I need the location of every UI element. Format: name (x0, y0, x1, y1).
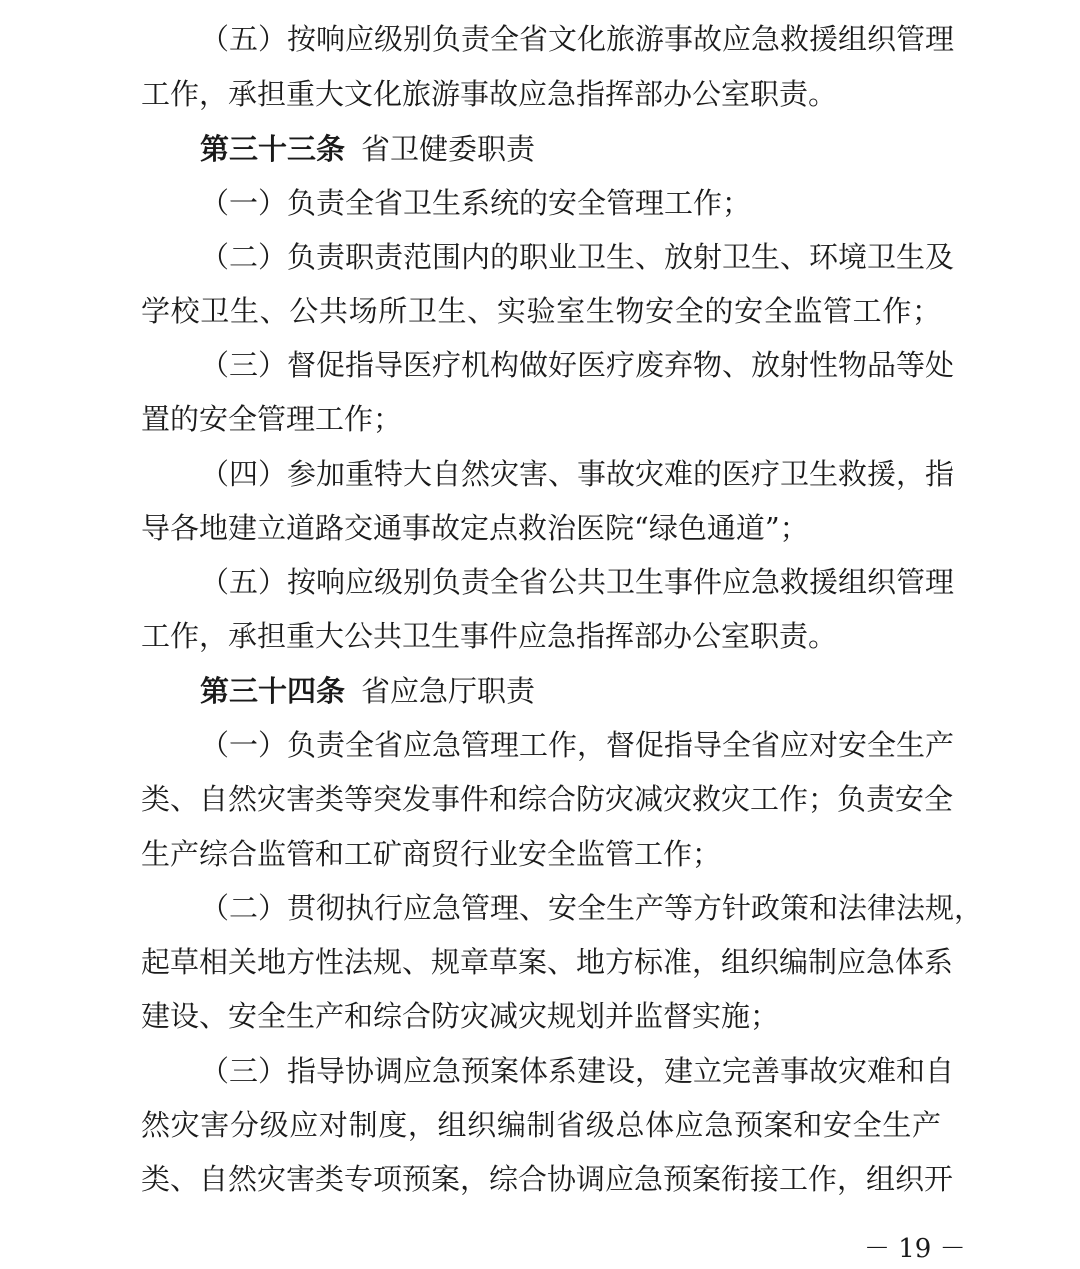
article-title: 省应急厅职责 (361, 674, 536, 708)
article-number: 第三十三条 (200, 132, 346, 166)
paragraph-line: （四）参加重特大自然灾害、事故灾难的医疗卫生救援，指 (200, 457, 955, 491)
paragraph-line: 工作，承担重大公共卫生事件应急指挥部办公室职责。 (141, 619, 838, 653)
article-title: 省卫健委职责 (361, 132, 536, 166)
article-number: 第三十四条 (200, 674, 346, 708)
article-heading (200, 129, 535, 169)
paragraph-line: （二）负责职责范围内的职业卫生、放射卫生、环境卫生及 (200, 240, 955, 274)
paragraph-line: 类、自然灾害类专项预案，综合协调应急预案衔接工作，组织开 (141, 1162, 954, 1196)
paragraph-line: （五）按响应级别负责全省公共卫生事件应急救援组织管理 (200, 565, 955, 599)
paragraph-line: （五）按响应级别负责全省文化旅游事故应急救援组织管理 (200, 22, 955, 56)
paragraph-line: （二）贯彻执行应急管理、安全生产等方针政策和法律法规， (200, 891, 984, 925)
paragraph-line: 学校卫生、公共场所卫生、实验室生物安全的安全监管工作； (141, 294, 941, 328)
paragraph-line: （三）督促指导医疗机构做好医疗废弃物、放射性物品等处 (200, 348, 955, 382)
paragraph-line: 然灾害分级应对制度，组织编制省级总体应急预案和安全生产 (141, 1108, 941, 1142)
paragraph-line: 工作，承担重大文化旅游事故应急指挥部办公室职责。 (141, 77, 838, 111)
article-heading (200, 671, 535, 711)
paragraph-line: （一）负责全省卫生系统的安全管理工作； (200, 186, 752, 220)
paragraph-line: 类、自然灾害类等突发事件和综合防灾减灾救灾工作；负责安全 (141, 782, 954, 816)
paragraph-line: 建设、安全生产和综合防灾减灾规划并监督实施； (141, 999, 780, 1033)
paragraph-line: 起草相关地方性法规、规章草案、地方标准，组织编制应急体系 (141, 945, 954, 979)
paragraph-line: （一）负责全省应急管理工作，督促指导全省应对安全生产 (200, 728, 955, 762)
paragraph-line: 生产综合监管和工矿商贸行业安全监管工作； (141, 837, 722, 871)
paragraph-line: （三）指导协调应急预案体系建设，建立完善事故灾难和自 (200, 1054, 955, 1088)
paragraph-line: 置的安全管理工作； (141, 402, 403, 436)
paragraph-line: 导各地建立道路交通事故定点救治医院“绿色通道”； (141, 511, 809, 545)
page-number: － 19 － (864, 1234, 966, 1264)
